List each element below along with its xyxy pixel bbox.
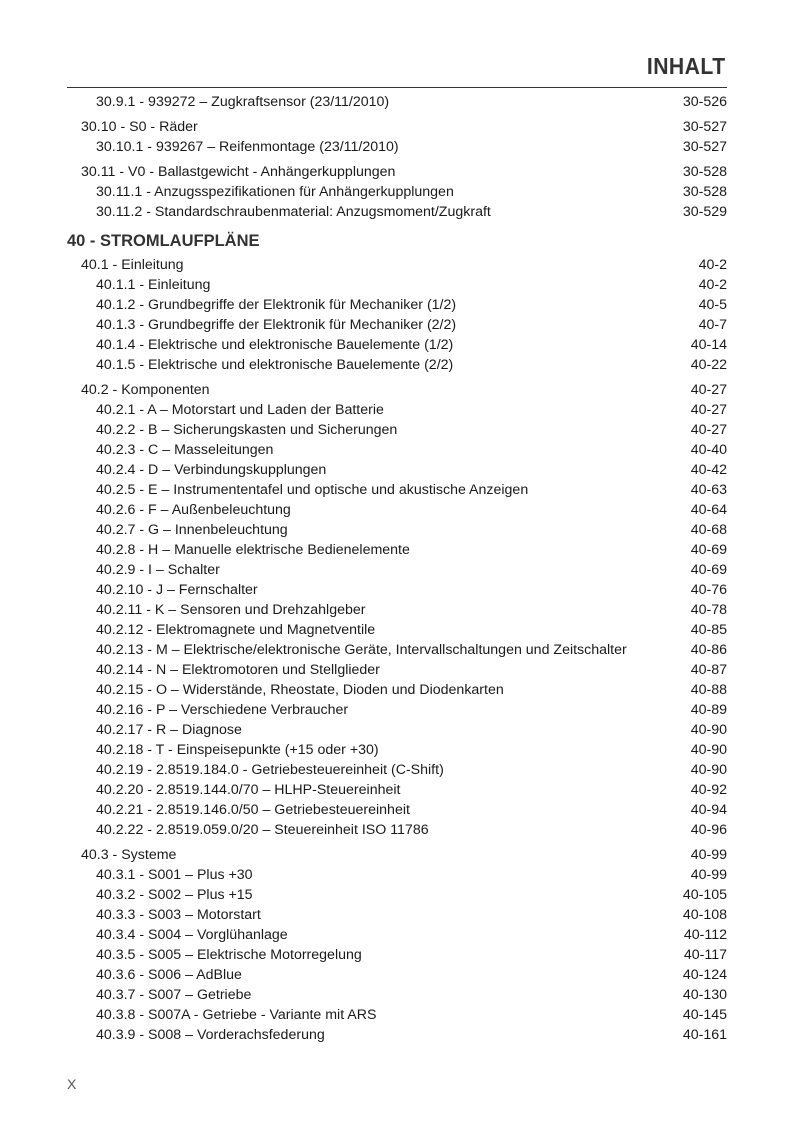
toc-entry-title: 40.2.13 - M – Elektrische/elektronische Geräte, Intervallschaltungen und Zeitschalter — [96, 642, 627, 658]
toc-entry-page: 30-527 — [682, 119, 727, 135]
toc-entry-title: 40 - STROMLAUFPLÄNE — [67, 232, 260, 250]
toc-entry[interactable] — [67, 275, 727, 295]
toc-entry-page: 30-529 — [682, 204, 727, 220]
toc-entry-title: 40.2.15 - O – Widerstände, Rheostate, Dioden und Diodenkarten — [96, 682, 504, 698]
toc-entry-title: 40.3.3 - S003 – Motorstart — [96, 907, 261, 923]
toc-entry[interactable] — [67, 117, 727, 137]
toc-entry[interactable] — [67, 137, 727, 157]
toc-entry-page: 40-27 — [690, 402, 727, 418]
toc-entry[interactable] — [67, 355, 727, 375]
toc-entry[interactable] — [67, 720, 727, 740]
toc-entry-title: 40.1.5 - Elektrische und elektronische Bauelemente (2/2) — [96, 357, 454, 373]
toc-entry-title: 40.2.6 - F – Außenbeleuchtung — [96, 502, 291, 518]
toc-entry-page: 30-528 — [682, 184, 727, 200]
toc-entry-title: 40.2.8 - H – Manuelle elektrische Bedienelemente — [96, 542, 410, 558]
toc-entry-title: 40.2.19 - 2.8519.184.0 - Getriebesteuereinheit (C-Shift) — [96, 762, 444, 778]
toc-entry-page: 40-130 — [682, 987, 727, 1003]
toc-entry[interactable] — [67, 400, 727, 420]
toc-entry-title: 30.10 - S0 - Räder — [81, 119, 198, 135]
toc-entry-page: 40-14 — [690, 337, 727, 353]
toc-entry-page: 40-86 — [690, 642, 727, 658]
toc-entry-page: 40-27 — [690, 382, 727, 398]
toc-entry-page: 40-5 — [698, 297, 727, 313]
toc-entry-title: 40.2.9 - I – Schalter — [96, 562, 220, 578]
toc-entry-title: 40.2.7 - G – Innenbeleuchtung — [96, 522, 288, 538]
toc-entry-page: 40-112 — [683, 927, 727, 943]
toc-entry-title: 40.2.11 - K – Sensoren und Drehzahlgeber — [96, 602, 366, 618]
toc-entry-title: 40.1.2 - Grundbegriffe der Elektronik für Mechaniker (1/2) — [96, 297, 457, 313]
page-number: X — [67, 1076, 77, 1092]
toc-entry-page: 40-22 — [690, 357, 727, 373]
toc-entry-title: 40.3.2 - S002 – Plus +15 — [96, 887, 253, 903]
toc-entry-title: 40.3.9 - S008 – Vorderachsfederung — [96, 1027, 325, 1043]
toc-chapter-heading[interactable] — [67, 228, 727, 254]
toc-entry-title: 40.2.12 - Elektromagnete und Magnetventile — [96, 622, 376, 638]
toc-entry-title: 40.3.6 - S006 – AdBlue — [96, 967, 242, 983]
toc-entry-page: 40-105 — [682, 887, 727, 903]
toc-entry[interactable] — [67, 560, 727, 580]
toc-entry-title: 40.2.17 - R – Diagnose — [96, 722, 242, 738]
toc-entry-page: 40-87 — [690, 662, 727, 678]
toc-entry[interactable] — [67, 985, 727, 1005]
toc-entry-title: 40.2.21 - 2.8519.146.0/50 – Getriebesteuereinheit — [96, 802, 410, 818]
toc-entry-page: 40-90 — [690, 742, 727, 758]
toc-entry-page: 40-99 — [690, 847, 727, 863]
toc-entry-page: 40-117 — [683, 947, 727, 963]
toc-entry[interactable] — [67, 500, 727, 520]
toc-entry[interactable] — [67, 885, 727, 905]
toc-entry-title: 40.2.16 - P – Verschiedene Verbraucher — [96, 702, 349, 718]
toc-entry[interactable] — [67, 780, 727, 800]
toc-entry[interactable] — [67, 660, 727, 680]
toc-entry[interactable] — [67, 520, 727, 540]
toc-entry[interactable] — [67, 965, 727, 985]
toc-entry-title: 30.9.1 - 939272 – Zugkraftsensor (23/11/2010) — [96, 94, 390, 110]
toc-entry-page: 40-108 — [682, 907, 727, 923]
toc-entry[interactable] — [67, 620, 727, 640]
toc-entry-title: 40.3.5 - S005 – Elektrische Motorregelung — [96, 947, 362, 963]
toc-entry[interactable] — [67, 420, 727, 440]
toc-entry-page: 40-99 — [690, 867, 727, 883]
toc-entry-title: 40.2.1 - A – Motorstart und Laden der Batterie — [96, 402, 384, 418]
toc-entry-page: 30-528 — [682, 164, 727, 180]
toc-entry[interactable] — [67, 335, 727, 355]
toc-entry-page: 40-69 — [690, 562, 727, 578]
toc-entry-page: 40-64 — [690, 502, 727, 518]
toc-entry-title: 30.10.1 - 939267 – Reifenmontage (23/11/2010) — [96, 139, 399, 155]
toc-entry-page: 40-2 — [698, 257, 727, 273]
toc-entry-title: 40.2.4 - D – Verbindungskupplungen — [96, 462, 327, 478]
toc-entry-page: 40-94 — [690, 802, 727, 818]
toc-entry[interactable] — [67, 315, 727, 335]
toc-entry[interactable] — [67, 255, 727, 275]
toc-entry-page: 40-124 — [682, 967, 727, 983]
toc-entry[interactable] — [67, 92, 727, 112]
toc-entry-page: 40-92 — [690, 782, 727, 798]
toc-entry[interactable] — [67, 680, 727, 700]
toc-entry-title: 30.11 - V0 - Ballastgewicht - Anhängerkupplungen — [81, 164, 396, 180]
toc-entry-page: 40-69 — [690, 542, 727, 558]
toc-entry[interactable] — [67, 380, 727, 400]
toc-entry-title: 40.2.20 - 2.8519.144.0/70 – HLHP-Steuereinheit — [96, 782, 401, 798]
toc-entry[interactable] — [67, 460, 727, 480]
toc-entry-page: 30-527 — [682, 139, 727, 155]
toc-entry-page: 40-7 — [698, 317, 727, 333]
toc-entry-title: 40.3.7 - S007 – Getriebe — [96, 987, 252, 1003]
toc-entry-page: 40-90 — [690, 762, 727, 778]
toc-entry[interactable] — [67, 820, 727, 840]
toc-entry-page: 30-526 — [682, 94, 727, 110]
toc-entry-page: 40-42 — [690, 462, 727, 478]
toc-entry[interactable] — [67, 905, 727, 925]
toc-entry-title: 40.2 - Komponenten — [81, 382, 210, 398]
toc-entry[interactable] — [67, 740, 727, 760]
toc-entry-page: 40-90 — [690, 722, 727, 738]
toc-entry-page: 40-161 — [682, 1027, 727, 1043]
toc-entry[interactable] — [67, 600, 727, 620]
toc-entry[interactable] — [67, 845, 727, 865]
toc-entry[interactable] — [67, 640, 727, 660]
toc-entry[interactable] — [67, 295, 727, 315]
toc-entry[interactable] — [67, 865, 727, 885]
toc-entry-title: 40.3.4 - S004 – Vorglühanlage — [96, 927, 288, 943]
toc-entry-page: 40-68 — [690, 522, 727, 538]
toc-entry-title: 40.2.14 - N – Elektromotoren und Stellglieder — [96, 662, 380, 678]
toc-entry-page: 40-63 — [690, 482, 727, 498]
toc-entry-title: 40.3 - Systeme — [81, 847, 177, 863]
toc-entry-title: 40.2.2 - B – Sicherungskasten und Sicherungen — [96, 422, 398, 438]
toc-entry-page: 40-96 — [690, 822, 727, 838]
page-title: INHALT — [647, 53, 726, 79]
toc-entry[interactable] — [67, 480, 727, 500]
toc-entry-title: 40.1.3 - Grundbegriffe der Elektronik für Mechaniker (2/2) — [96, 317, 457, 333]
toc-entry-title: 40.3.8 - S007A - Getriebe - Variante mit ARS — [96, 1007, 377, 1023]
toc-entry-page: 40-27 — [690, 422, 727, 438]
toc-entry-title: 30.11.2 - Standardschraubenmaterial: Anzugsmoment/Zugkraft — [96, 204, 491, 220]
toc-entry[interactable] — [67, 162, 727, 182]
toc-entry[interactable] — [67, 540, 727, 560]
toc-entry-title: 40.3.1 - S001 – Plus +30 — [96, 867, 253, 883]
toc-entry[interactable] — [67, 700, 727, 720]
toc-entry[interactable] — [67, 1005, 727, 1025]
toc-entry[interactable] — [67, 202, 727, 222]
toc-entry-title: 40.1.4 - Elektrische und elektronische Bauelemente (1/2) — [96, 337, 454, 353]
toc-entry[interactable] — [67, 800, 727, 820]
toc-entry-page: 40-89 — [690, 702, 727, 718]
toc-entry-page: 40-40 — [690, 442, 727, 458]
toc-entry-title: 40.2.18 - T - Einspeisepunkte (+15 oder +30) — [96, 742, 379, 758]
toc-entry-page: 40-78 — [690, 602, 727, 618]
toc-entry-title: 40.2.22 - 2.8519.059.0/20 – Steuereinheit ISO 11786 — [96, 822, 429, 838]
toc-entry[interactable] — [67, 925, 727, 945]
toc-entry-title: 40.1.1 - Einleitung — [96, 277, 211, 293]
toc-entry-title: 40.2.5 - E – Instrumententafel und optische und akustische Anzeigen — [96, 482, 529, 498]
toc-entry-page: 40-85 — [690, 622, 727, 638]
toc-entry[interactable] — [67, 1025, 727, 1045]
toc-entry-page: 40-88 — [690, 682, 727, 698]
toc-entry-title: 40.2.10 - J – Fernschalter — [96, 582, 258, 598]
header-divider — [67, 87, 727, 88]
toc-entry-page: 40-76 — [690, 582, 727, 598]
toc-entry[interactable] — [67, 945, 727, 965]
toc-entry[interactable] — [67, 182, 727, 202]
toc-entry-title: 40.1 - Einleitung — [81, 257, 184, 273]
table-of-contents — [67, 92, 727, 1045]
toc-entry-page: 40-2 — [698, 277, 727, 293]
toc-entry[interactable] — [67, 580, 727, 600]
toc-entry[interactable] — [67, 760, 727, 780]
toc-entry-title: 30.11.1 - Anzugsspezifikationen für Anhängerkupplungen — [96, 184, 454, 200]
toc-entry-title: 40.2.3 - C – Masseleitungen — [96, 442, 274, 458]
toc-entry-page: 40-145 — [682, 1007, 727, 1023]
toc-entry[interactable] — [67, 440, 727, 460]
